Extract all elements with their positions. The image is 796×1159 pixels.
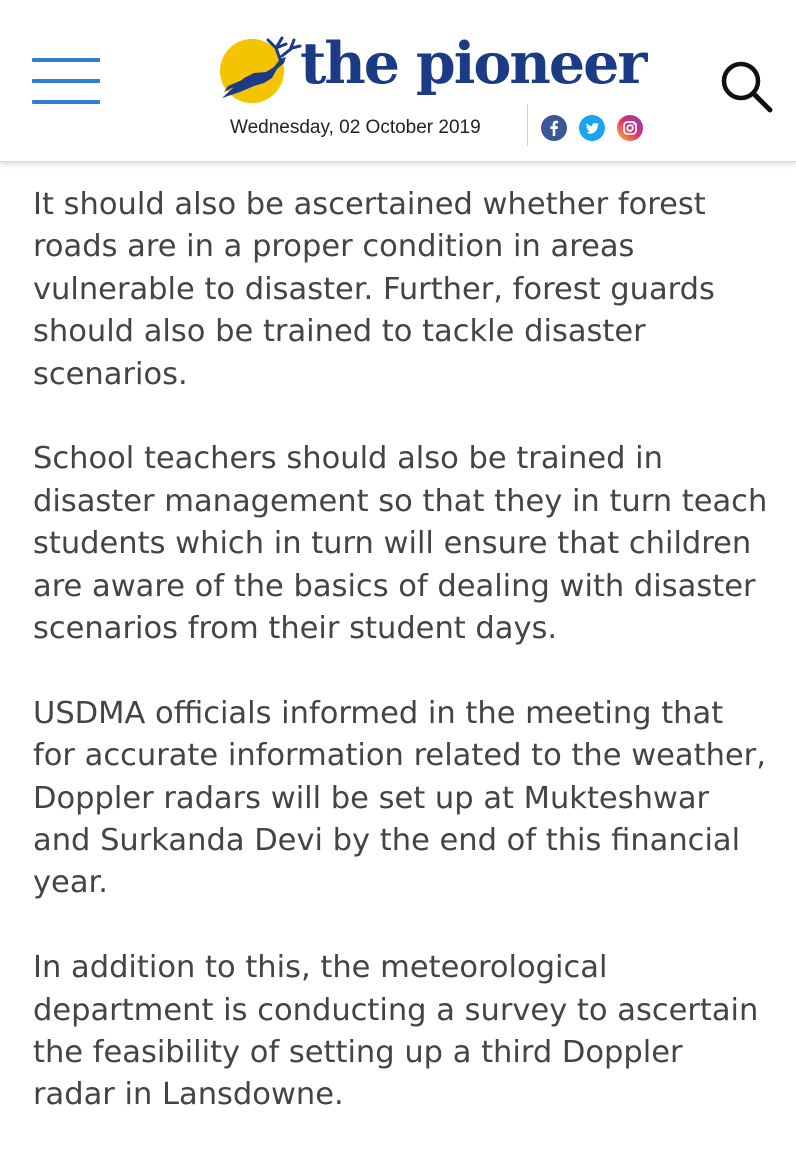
header-divider xyxy=(527,104,528,146)
hamburger-menu-icon[interactable] xyxy=(32,58,100,108)
article-paragraph: It should also be ascertained whether forest roads are in a proper condition in areas vulnerable to disaster. Further, forest guards should also be trained to tackle disaster scenarios. xyxy=(33,187,715,392)
site-logo[interactable] xyxy=(214,26,646,106)
twitter-icon[interactable] xyxy=(579,115,605,141)
facebook-icon[interactable] xyxy=(541,115,567,141)
article-paragraph: USDMA officials informed in the meeting that for accurate information related to the weather, Doppler radars will be set up at Mukteshwar and Surkanda Devi by the end of this financial year. xyxy=(33,695,766,901)
instagram-icon[interactable] xyxy=(617,115,643,141)
deer-sun-logo-icon xyxy=(214,26,304,106)
logo-text: the pioneer xyxy=(300,30,646,97)
article-paragraph: In addition to this, the meteorological department is conducting a survey to ascertain the feasibility of setting up a third Doppler radar in Lansdowne. xyxy=(33,950,759,1113)
article-paragraph: School teachers should also be trained in disaster management so that they in turn teach students which in turn will ensure that children are aware of the basics of dealing with disaster scenarios from their student days. xyxy=(33,441,768,647)
search-icon[interactable] xyxy=(716,56,778,118)
article-body xyxy=(33,184,773,1159)
header-date: Wednesday, 02 October 2019 xyxy=(230,117,481,138)
site-header xyxy=(0,0,796,162)
